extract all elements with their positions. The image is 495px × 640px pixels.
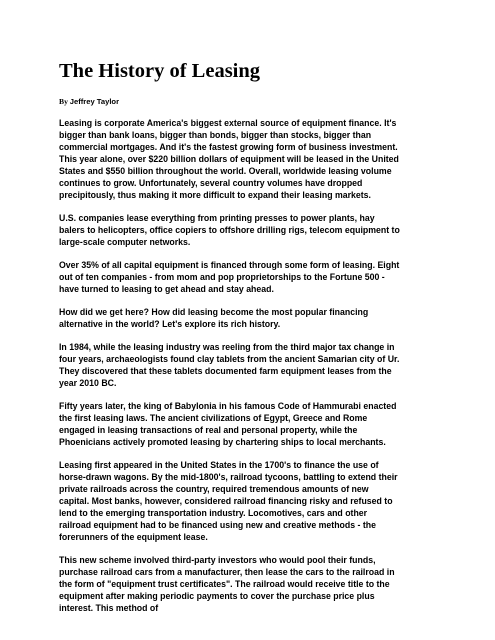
- paragraph: [59, 554, 437, 614]
- paragraph-line: This year alone, over $220 billion dollars of equipment will be leased in the United: [59, 154, 399, 164]
- paragraph-line: year 2010 BC.: [59, 378, 117, 388]
- paragraph-line: balers to helicopters, office copiers to offshore drilling rigs, telecom equipment to: [59, 225, 400, 235]
- paragraph-line: private railroads across the country, required tremendous amounts of new: [59, 484, 369, 494]
- paragraph-line: horse-drawn wagons. By the mid-1800's, railroad tycoons, battling to extend their: [59, 472, 398, 482]
- paragraph-line: They discovered that these tablets documented farm equipment leases from the: [59, 366, 392, 376]
- paragraph-line: Leasing first appeared in the United States in the 1700's to finance the use of: [59, 460, 379, 470]
- paragraph: [59, 212, 437, 248]
- paragraph-line: commercial mortgages. And it's the fastest growing form of business investment.: [59, 142, 398, 152]
- paragraph-line: Leasing is corporate America's biggest external source of equipment finance. It's: [59, 118, 397, 128]
- paragraph-line: equipment after making periodic payments to cover the purchase price plus: [59, 591, 375, 601]
- paragraph-line: In 1984, while the leasing industry was reeling from the third major tax change in: [59, 342, 395, 352]
- byline: [59, 96, 437, 107]
- article-body: [59, 117, 437, 614]
- paragraph-line: forerunners of the equipment lease.: [59, 532, 208, 542]
- paragraph: [59, 400, 437, 448]
- document-title: The History of Leasing: [59, 60, 261, 82]
- paragraph-line: bigger than bank loans, bigger than bonds, bigger than stocks, bigger than: [59, 130, 372, 140]
- paragraph-line: alternative in the world? Let's explore its rich history.: [59, 319, 281, 329]
- paragraph-line: purchase railroad cars from a manufacturer, then lease the cars to the railroad in: [59, 567, 395, 577]
- paragraph-line: the form of "equipment trust certificates". The railroad would receive title to the: [59, 579, 390, 589]
- paragraph-line: four years, archaeologists found clay tablets from the ancient Samarian city of Ur.: [59, 354, 400, 364]
- paragraph-line: have turned to leasing to get ahead and stay ahead.: [59, 284, 274, 294]
- paragraph-line: engaged in leasing transactions of real and personal property, while the: [59, 425, 358, 435]
- paragraph-line: States and $550 billion throughout the world. Overall, worldwide leasing volume: [59, 166, 392, 176]
- paragraph: [59, 341, 437, 389]
- paragraph-line: out of ten companies - from mom and pop proprietorships to the Fortune 500 -: [59, 272, 385, 282]
- paragraph-line: large-scale computer networks.: [59, 237, 191, 247]
- paragraph-line: continues to grow. Unfortunately, several country volumes have dropped: [59, 178, 363, 188]
- paragraph-line: lend to the emerging transportation industry. Locomotives, cars and other: [59, 508, 368, 518]
- paragraph-line: capital. Most banks, however, considered railroad financing risky and refused to: [59, 496, 393, 506]
- paragraph: [59, 306, 437, 330]
- byline-prefix: By: [59, 97, 68, 106]
- paragraph-line: Phoenicians actively promoted leasing by chartering ships to local merchants.: [59, 437, 386, 447]
- document-page: [59, 58, 437, 625]
- paragraph-line: railroad equipment had to be financed using new and creative methods - the: [59, 520, 376, 530]
- paragraph-line: precipitously, thus making it more difficult to expand their leasing markets.: [59, 190, 371, 200]
- paragraph-line: How did we get here? How did leasing become the most popular financing: [59, 307, 369, 317]
- paragraph-line: the first leasing laws. The ancient civilizations of Egypt, Greece and Rome: [59, 413, 368, 423]
- paragraph-line: This new scheme involved third-party investors who would pool their funds,: [59, 555, 376, 565]
- paragraph: [59, 459, 437, 543]
- author-name: Jeffrey Taylor: [69, 97, 120, 106]
- paragraph: [59, 259, 437, 295]
- paragraph-line: Over 35% of all capital equipment is financed through some form of leasing. Eight: [59, 260, 400, 270]
- paragraph-line: U.S. companies lease everything from printing presses to power plants, hay: [59, 213, 375, 223]
- paragraph-line: Fifty years later, the king of Babylonia in his famous Code of Hammurabi enacted: [59, 401, 397, 411]
- paragraph-line: interest. This method of: [59, 603, 159, 613]
- paragraph: [59, 117, 437, 201]
